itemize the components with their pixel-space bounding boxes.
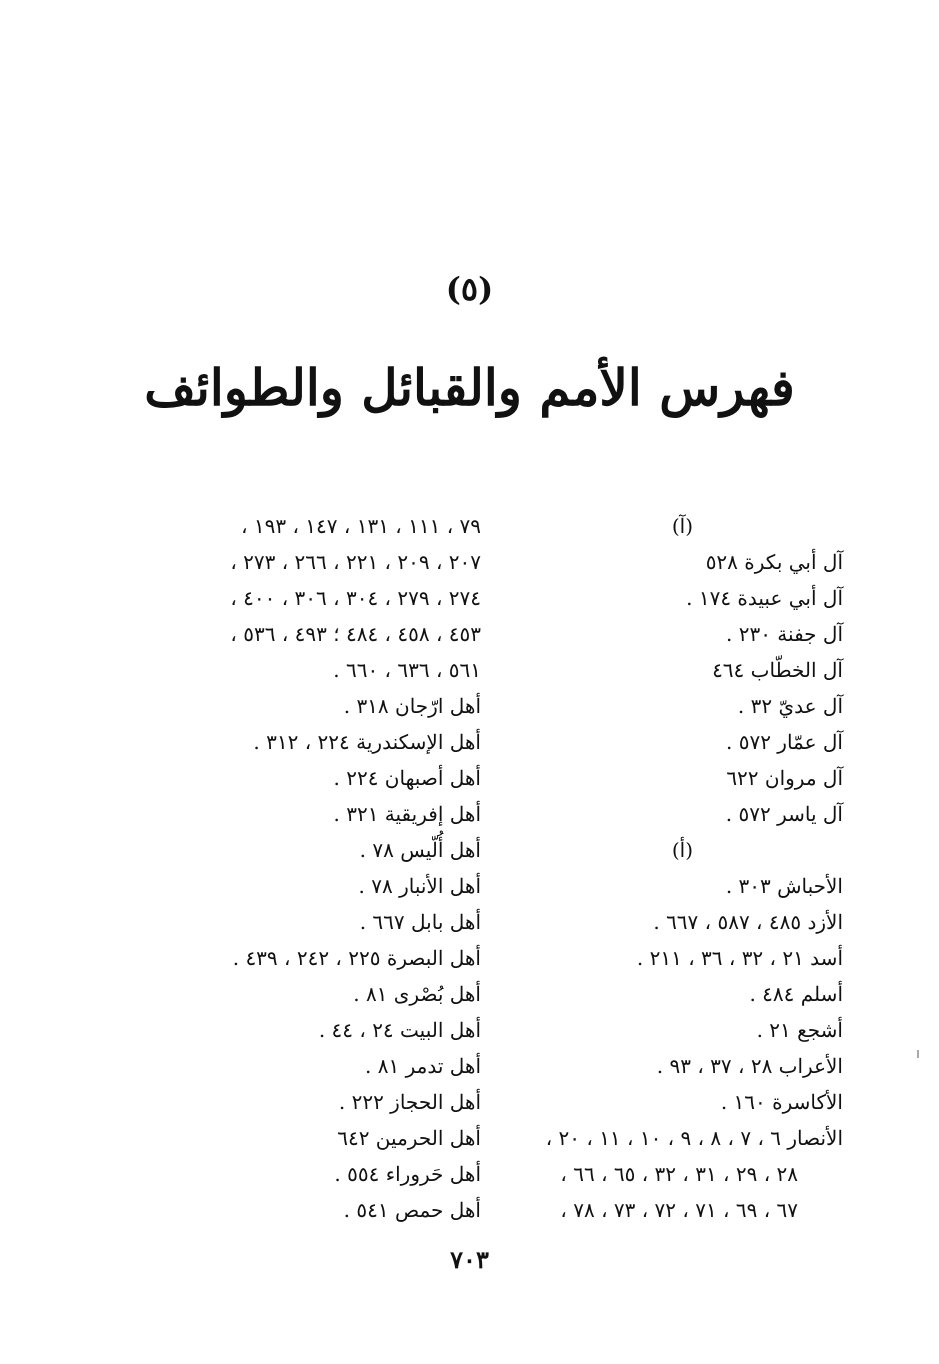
right-column	[498, 508, 843, 1228]
index-entry: أهل حمص ٥٤١ .	[343, 1198, 481, 1222]
index-entry: آل ياسر ٥٧٢ .	[725, 802, 843, 826]
index-entry: أهل بابل ٦٦٧ .	[359, 910, 481, 934]
index-entry: آل الخطّاب ٤٦٤	[712, 658, 843, 682]
index-entry: آل أبي عبيدة ١٧٤ .	[686, 586, 843, 610]
index-entry: أهل إفريقية ٣٢١ .	[333, 802, 481, 826]
index-entry: أهل الحرمين ٦٤٢	[337, 1126, 481, 1150]
index-entry: الأزد ٤٨٥ ، ٥٨٧ ، ٦٦٧ .	[653, 910, 843, 934]
index-entry: أهل أصبهان ٢٢٤ .	[333, 766, 481, 790]
index-entry: أسد ٢١ ، ٣٢ ، ٣٦ ، ٢١١ .	[636, 946, 843, 970]
index-entry: آل مروان ٦٢٢	[726, 766, 843, 790]
index-entry: أهل بُصْرى ٨١ .	[353, 982, 481, 1006]
section-letter: (أ)	[671, 838, 693, 862]
index-number: (٥)	[445, 270, 494, 308]
index-entry: أهل أُلّيس ٧٨ .	[359, 838, 481, 862]
index-entry: آل عمّار ٥٧٢ .	[725, 730, 843, 754]
entry-continuation: ٧٩ ، ١١١ ، ١٣١ ، ١٤٧ ، ١٩٣ ،	[241, 514, 481, 538]
index-entry: الأكاسرة ١٦٠ .	[720, 1090, 843, 1114]
index-entry: أهل البيت ٢٤ ، ٤٤ .	[318, 1018, 481, 1042]
index-entry: أهل البصرة ٢٢٥ ، ٢٤٢ ، ٤٣٩ .	[232, 946, 481, 970]
index-entry: الأحباش ٣٠٣ .	[725, 874, 843, 898]
index-entry: أهل الأنبار ٧٨ .	[358, 874, 481, 898]
page-number: ٧٠٣	[450, 1245, 489, 1274]
entry-continuation: ٤٥٣ ، ٤٥٨ ، ٤٨٤ ؛ ٤٩٣ ، ٥٣٦ ،	[230, 622, 481, 646]
entry-continuation: ٢٨ ، ٢٩ ، ٣١ ، ٣٢ ، ٦٥ ، ٦٦ ،	[560, 1162, 798, 1186]
index-entry: أسلم ٤٨٤ .	[749, 982, 843, 1006]
section-letter: (آ)	[671, 514, 693, 538]
index-entry: الأعراب ٢٨ ، ٣٧ ، ٩٣ .	[656, 1054, 843, 1078]
index-entry: أهل حَروراء ٥٥٤ .	[334, 1162, 481, 1186]
index-entry: آل أبي بكرة ٥٢٨	[705, 550, 843, 574]
index-entry: أشجع ٢١ .	[756, 1018, 843, 1042]
page-title: فهرس الأمم والقبائل والطوائف	[144, 358, 795, 417]
index-entry: أهل تدمر ٨١ .	[365, 1054, 481, 1078]
index-entry: الأنصار ٦ ، ٧ ، ٨ ، ٩ ، ١٠ ، ١١ ، ٢٠ ،	[545, 1126, 843, 1150]
index-entry: آل عديّ ٣٢ .	[737, 694, 843, 718]
index-entry: أهل ارّجان ٣١٨ .	[343, 694, 481, 718]
scan-mark	[917, 1050, 919, 1058]
entry-continuation: ٦٧ ، ٦٩ ، ٧١ ، ٧٢ ، ٧٣ ، ٧٨ ،	[560, 1198, 798, 1222]
left-column	[131, 508, 481, 1228]
entry-continuation: ٢٧٤ ، ٢٧٩ ، ٣٠٤ ، ٣٠٦ ، ٤٠٠ ،	[230, 586, 481, 610]
index-entry: آل جفنة ٢٣٠ .	[726, 622, 843, 646]
entry-continuation: ٥٦١ ، ٦٣٦ ، ٦٦٠ .	[333, 658, 481, 682]
entry-continuation: ٢٠٧ ، ٢٠٩ ، ٢٢١ ، ٢٦٦ ، ٢٧٣ ،	[230, 550, 481, 574]
index-entry: أهل الإسكندرية ٢٢٤ ، ٣١٢ .	[253, 730, 481, 754]
index-entry: أهل الحجاز ٢٢٢ .	[338, 1090, 481, 1114]
